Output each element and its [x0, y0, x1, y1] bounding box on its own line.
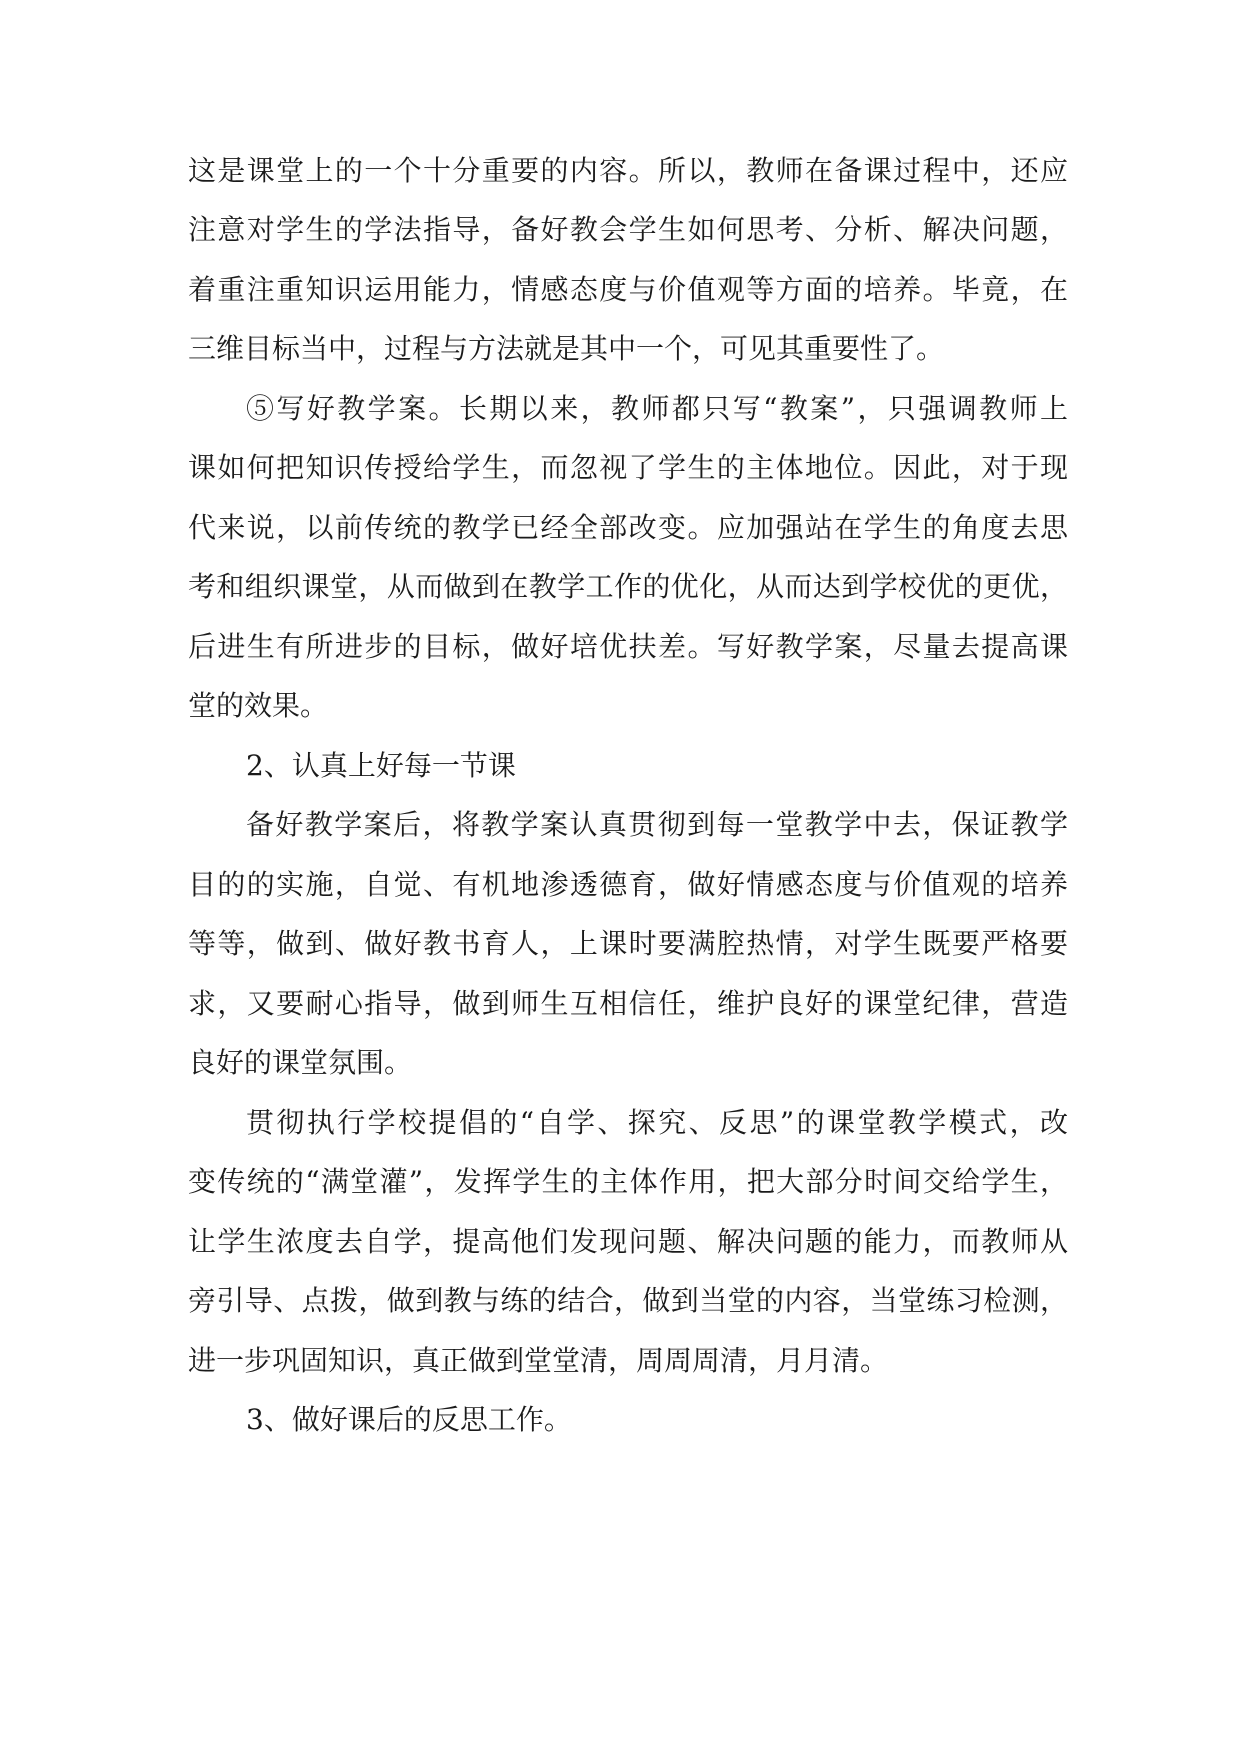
paragraph-line: 堂的效果。	[188, 689, 329, 722]
paragraph-line: 变传统的“满堂灌”，发挥学生的主体作用，把大部分时间交给学生，	[188, 1165, 1068, 1198]
paragraph-line: 课如何把知识传授给学生，而忽视了学生的主体地位。因此，对于现	[188, 451, 1068, 484]
paragraph-line: 旁引导、点拨，做到教与练的结合，做到当堂的内容，当堂练习检测，	[188, 1284, 1068, 1317]
paragraph-line: 考和组织课堂，从而做到在教学工作的优化，从而达到学校优的更优，	[188, 570, 1068, 603]
section-heading: 3、做好课后的反思工作。	[246, 1403, 572, 1436]
paragraph-line: 备好教学案后，将教学案认真贯彻到每一堂教学中去，保证教学	[246, 808, 1068, 841]
paragraph-line: 贯彻执行学校提倡的“自学、探究、反思”的课堂教学模式，改	[246, 1106, 1068, 1139]
paragraph-line: 注意对学生的学法指导，备好教会学生如何思考、分析、解决问题，	[188, 213, 1068, 246]
paragraph-line: 目的的实施，自觉、有机地渗透德育，做好情感态度与价值观的培养	[188, 868, 1068, 901]
paragraph-line: 这是课堂上的一个十分重要的内容。所以，教师在备课过程中，还应	[188, 154, 1068, 187]
paragraph-line: ⑤写好教学案。长期以来，教师都只写“教案”，只强调教师上	[246, 392, 1068, 425]
paragraph-line: 等等，做到、做好教书育人，上课时要满腔热情，对学生既要严格要	[188, 927, 1068, 960]
paragraph-line: 代来说，以前传统的教学已经全部改变。应加强站在学生的角度去思	[188, 511, 1068, 544]
paragraph-line: 三维目标当中，过程与方法就是其中一个，可见其重要性了。	[188, 332, 945, 365]
section-heading: 2、认真上好每一节课	[246, 749, 516, 782]
paragraph-line: 着重注重知识运用能力，情感态度与价值观等方面的培养。毕竟，在	[188, 273, 1068, 306]
paragraph-line: 良好的课堂氛围。	[188, 1046, 413, 1079]
paragraph-line: 进一步巩固知识，真正做到堂堂清，周周周清，月月清。	[188, 1344, 889, 1377]
paragraph-line: 让学生浓度去自学，提高他们发现问题、解决问题的能力，而教师从	[188, 1225, 1068, 1258]
paragraph-line: 后进生有所进步的目标，做好培优扶差。写好教学案，尽量去提高课	[188, 630, 1068, 663]
paragraph-line: 求，又要耐心指导，做到师生互相信任，维护良好的课堂纪律，营造	[188, 987, 1068, 1020]
